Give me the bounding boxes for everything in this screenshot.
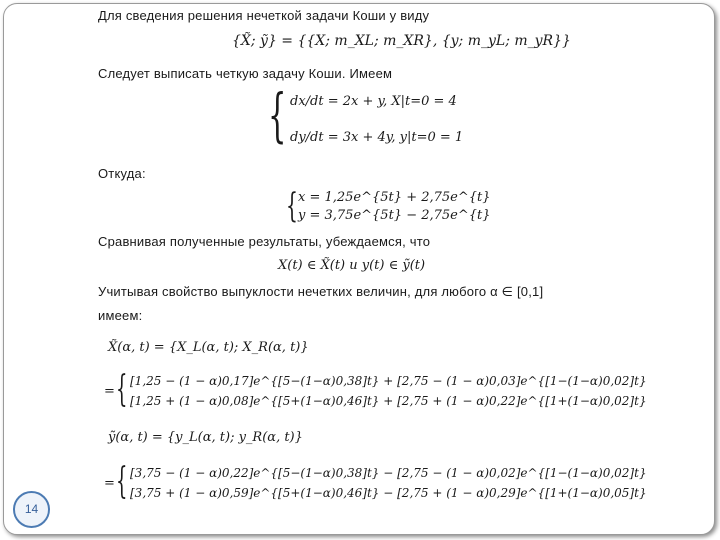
membership-formula: X(t) ∈ X̃(t) и y(t) ∈ ỹ(t) — [278, 258, 426, 273]
x-alpha-definition: X̃(α, t) = {X_L(α, t); X_R(α, t)} — [108, 340, 309, 355]
y-alpha-line-2: [3,75 + (1 − α)0,59]e^{[5+(1−α)0,46]t} − [2,75 + (1 − α)0,29]e^{[1+(1−α)0,05]t} — [130, 486, 647, 500]
x-alpha-line-2: [1,25 + (1 − α)0,08]e^{[5+(1−α)0,46]t} + [2,75 + (1 − α)0,22]e^{[1+(1−α)0,02]t} — [130, 394, 647, 408]
solution-line-2: y = 3,75e^{5t} − 2,75e^{t} — [298, 208, 491, 223]
equals-sign: = — [104, 384, 115, 399]
we-have-text: имеем: — [98, 308, 143, 323]
intro-text: Для сведения решения нечеткой задачи Коши у виду — [98, 8, 430, 23]
ode-system — [268, 81, 468, 156]
y-alpha-brace: { — [116, 461, 128, 502]
follows-text: Следует выписать четкую задачу Коши. Имеем — [98, 66, 393, 81]
y-alpha-definition: ỹ(α, t) = {y_L(α, t); y_R(α, t)} — [108, 430, 303, 445]
x-alpha-expansion — [104, 369, 664, 414]
solution-brace: { — [286, 186, 298, 226]
system-line-2: dy/dt = 3x + 4y, y|t=0 = 1 — [290, 130, 464, 145]
set-equation — [232, 33, 571, 49]
x-alpha-brace: { — [116, 369, 128, 410]
equals-sign: = — [104, 476, 115, 491]
page-number-badge: 14 — [13, 491, 50, 528]
y-alpha-expansion — [104, 461, 664, 506]
y-alpha-line-1: [3,75 − (1 − α)0,22]e^{[5−(1−α)0,38]t} − [2,75 − (1 − α)0,02]e^{[1−(1−α)0,02]t} — [130, 466, 647, 480]
comparing-text: Сравнивая полученные результаты, убеждаемся, что — [98, 234, 431, 249]
set-equation-text: {X̃; ỹ} = {{X; m_XL; m_XR}, {y; m_yL; m_yR}} — [232, 33, 571, 49]
x-alpha-line-1: [1,25 − (1 − α)0,17]e^{[5−(1−α)0,38]t} + [2,75 − (1 − α)0,03]e^{[1−(1−α)0,02]t} — [130, 374, 647, 388]
solution-system — [286, 186, 491, 230]
solution-line-1: x = 1,25e^{5t} + 2,75e^{t} — [298, 190, 491, 205]
convexity-text: Учитывая свойство выпуклости нечетких величин, для любого α ∈ [0,1] — [98, 284, 544, 299]
system-brace: { — [268, 81, 287, 149]
whence-text: Откуда: — [98, 166, 146, 181]
system-line-1: dx/dt = 2x + y, X|t=0 = 4 — [290, 94, 457, 109]
